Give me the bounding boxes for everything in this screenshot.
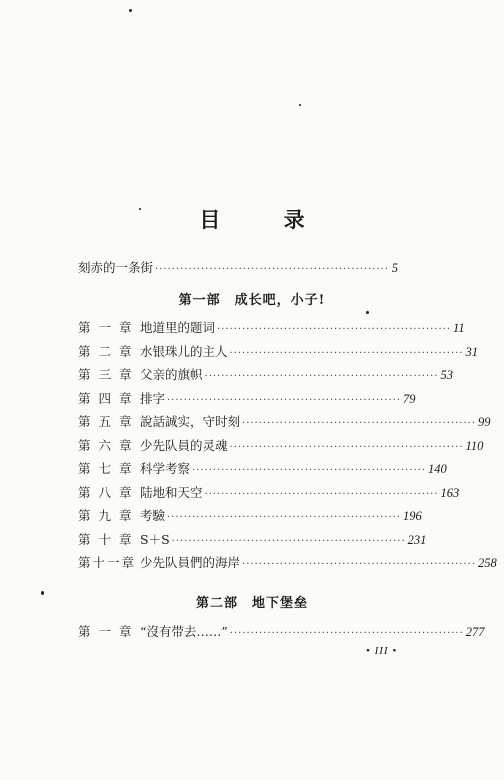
leader-dots: ························································ <box>242 559 477 570</box>
leader-dots: ························································ <box>229 347 464 359</box>
chapter-title: 科学考察 <box>140 461 191 476</box>
chapter-number: 第 五 章 <box>78 414 134 429</box>
chapter-number: 第 六 章 <box>78 437 134 453</box>
leader-dots: ························································ <box>192 465 427 476</box>
prelude-page: 5 <box>391 261 398 275</box>
chapter-title: 說話誠实，守时刻 <box>140 414 241 429</box>
leader-dots: ························································ <box>229 628 464 639</box>
chapter-title: 水银珠儿的主人 <box>140 343 228 359</box>
chapter-page: 99 <box>478 415 491 429</box>
toc-chapter-row[interactable] <box>78 483 460 501</box>
chapter-title: 排字 <box>140 390 166 406</box>
chapter-page: 110 <box>465 438 484 453</box>
toc-chapter-row[interactable] <box>78 530 427 548</box>
chapter-number: 第 七 章 <box>78 461 134 476</box>
leader-dots: ························································ <box>204 371 439 382</box>
chapter-number: 第 九 章 <box>78 508 134 523</box>
leader-dots: ························································ <box>167 394 402 406</box>
print-speck <box>41 591 44 595</box>
chapter-page: 163 <box>440 485 460 500</box>
chapter-number: 第 一 章 <box>78 624 134 639</box>
leader-dots: ························································ <box>171 535 406 547</box>
part-two-label: 第二部 <box>195 596 238 611</box>
chapter-title: 地道里的题词 <box>140 320 216 335</box>
chapter-page: 196 <box>403 509 422 523</box>
chapter-page: 11 <box>453 321 465 335</box>
leader-dots: ························································ <box>204 488 439 500</box>
chapter-title: 陆地和天空 <box>140 484 203 500</box>
chapter-page: 277 <box>465 625 485 639</box>
chapter-title: 父亲的旗帜 <box>140 367 203 382</box>
chapter-number: 第 八 章 <box>78 484 134 500</box>
chapter-number: 第 二 章 <box>78 343 134 359</box>
leader-dots: ························································ <box>217 324 452 335</box>
chapter-title: S＋S <box>140 531 170 547</box>
chapter-page: 53 <box>440 368 454 382</box>
part-one-label: 第一部 <box>178 293 221 308</box>
chapter-title: “沒有带去……” <box>140 624 228 639</box>
toc-chapter-row[interactable] <box>78 436 484 454</box>
leader-dots: ························································ <box>229 441 464 453</box>
part-one-heading <box>0 289 504 308</box>
part-two-heading <box>0 592 504 611</box>
toc-chapter-row[interactable] <box>78 318 465 336</box>
chapter-title: 考驗 <box>140 508 166 523</box>
chapter-number: 第十一章 <box>78 555 137 570</box>
toc-chapter-row[interactable] <box>78 506 422 524</box>
print-speck <box>129 9 132 12</box>
print-speck <box>139 208 141 210</box>
print-speck <box>366 311 369 314</box>
toc-chapter-row[interactable] <box>78 459 447 477</box>
chapter-page: 31 <box>465 344 479 359</box>
chapter-number: 第 四 章 <box>78 390 134 406</box>
chapter-title: 少先队員的灵魂 <box>140 437 228 453</box>
chapter-page: 231 <box>407 532 427 547</box>
toc-chapter-row[interactable] <box>78 365 454 383</box>
leader-dots: ························································ <box>242 418 477 429</box>
toc-chapter-row[interactable] <box>78 342 479 360</box>
toc-chapter-row[interactable] <box>78 553 497 571</box>
chapter-page: 258 <box>478 556 497 570</box>
toc-chapter-row[interactable] <box>78 412 491 430</box>
print-speck <box>299 104 301 106</box>
toc-title: 目 录 <box>199 207 333 232</box>
toc-chapter-row[interactable] <box>78 389 416 407</box>
prelude-name: 刻赤的一条街 <box>78 260 154 275</box>
part-one-subtitle: 成长吧，小子! <box>234 293 326 308</box>
chapter-number: 第 三 章 <box>78 367 134 382</box>
chapter-number: 第 十 章 <box>78 531 134 547</box>
chapter-page: 79 <box>403 391 416 406</box>
toc-chapter-row[interactable] <box>78 622 485 640</box>
part-two-subtitle: 地下堡垒 <box>252 596 309 611</box>
chapter-page: 140 <box>428 462 447 476</box>
chapter-number: 第 一 章 <box>78 320 134 335</box>
leader-dots: ························································ <box>155 264 390 275</box>
leader-dots: ························································ <box>167 512 402 523</box>
page-folio: • III • <box>366 645 398 657</box>
toc-prelude[interactable] <box>78 258 398 276</box>
chapter-title: 少先队員們的海岸 <box>140 555 241 570</box>
